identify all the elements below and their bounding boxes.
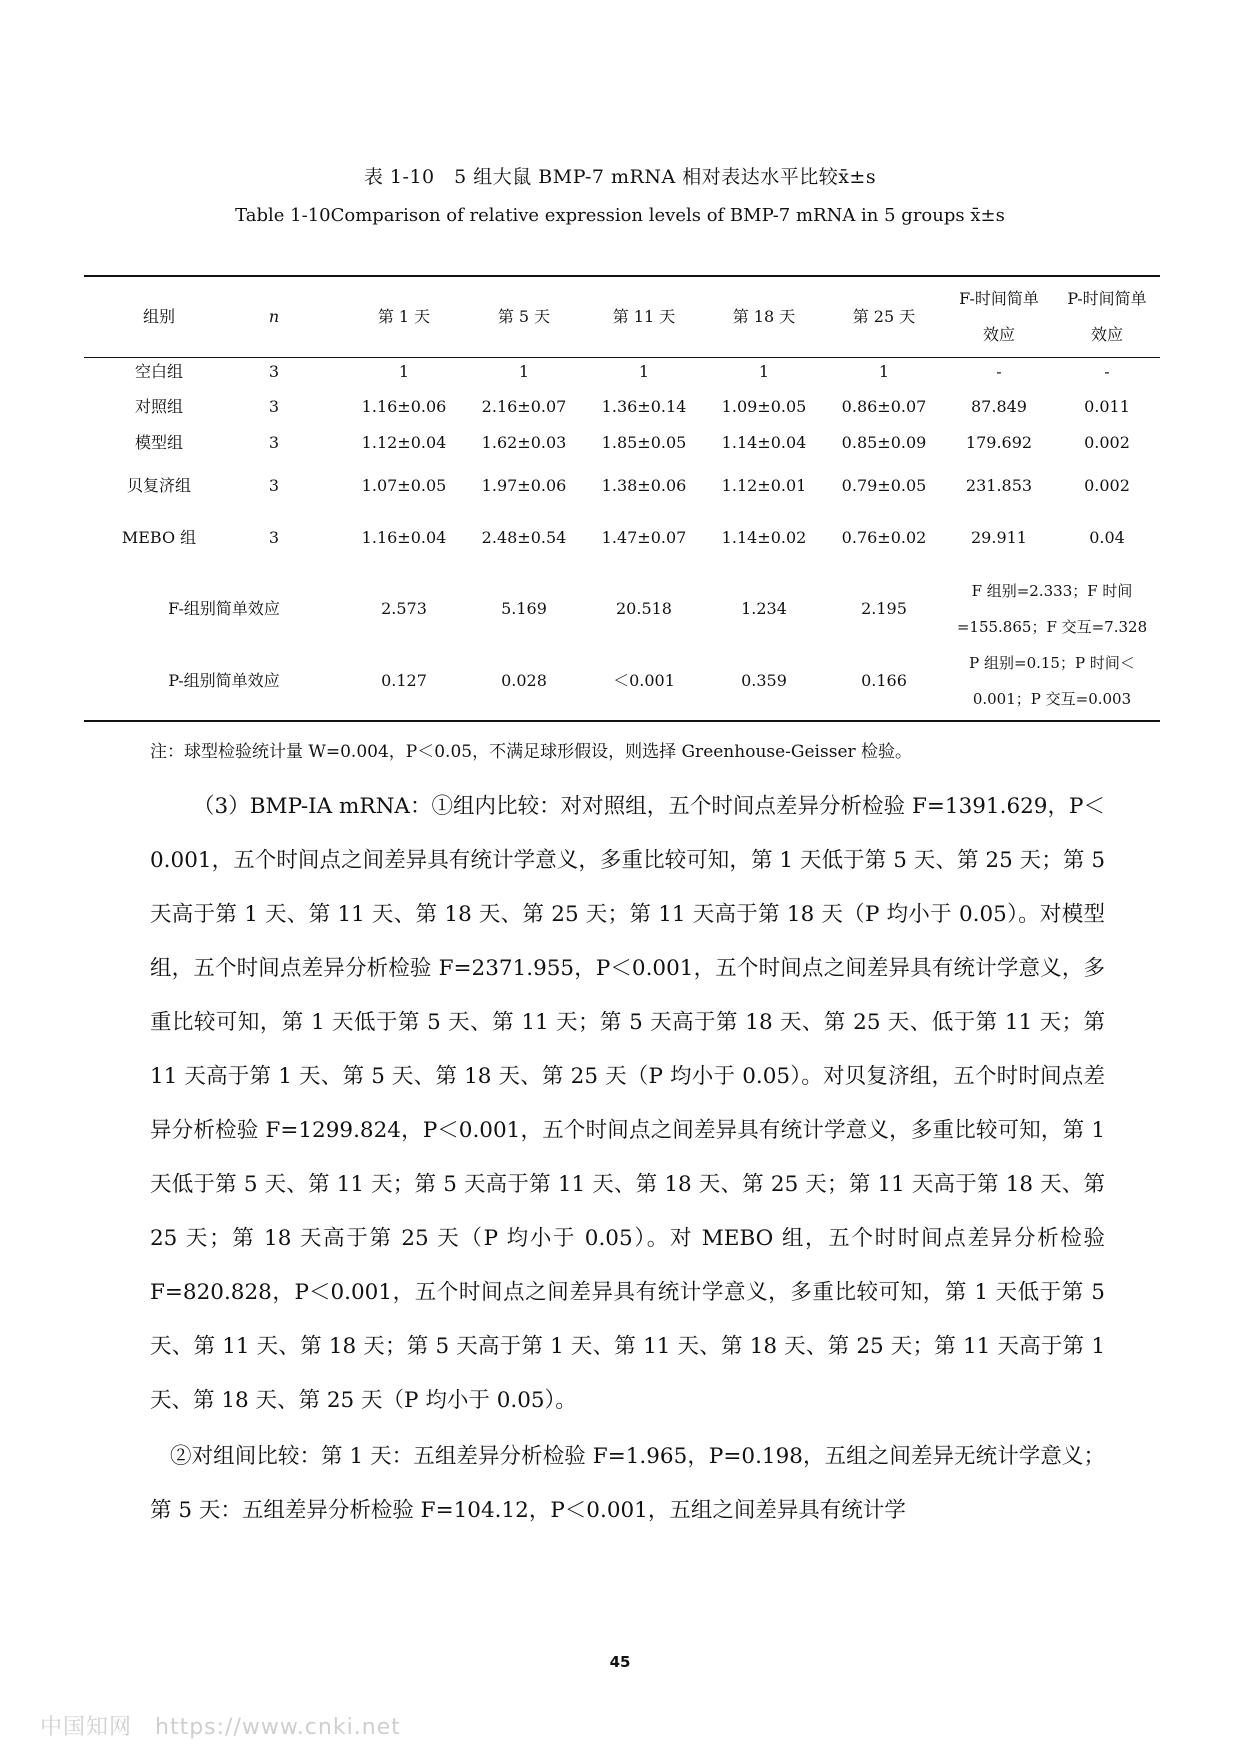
cell-day11: 1 bbox=[638, 362, 650, 381]
table-row bbox=[84, 425, 1160, 461]
cell-group: 贝复济组 bbox=[126, 476, 191, 495]
cell-n: 3 bbox=[268, 476, 280, 495]
f-summary-line1: F 组别=2.333；F 时间 bbox=[971, 582, 1133, 600]
table-note: 注：球型检验统计量 W=0.004，P＜0.05，不满足球形假设，则选择 Greenhouse-Geisser 检验。 bbox=[150, 742, 913, 762]
header-day1: 第 1 天 bbox=[377, 307, 431, 326]
page-number: 45 bbox=[609, 1653, 631, 1671]
cell-day18: 1.14±0.02 bbox=[721, 528, 807, 547]
cell-day11: 1.38±0.06 bbox=[601, 476, 687, 495]
header-p-time-line1: P-时间简单 bbox=[1067, 289, 1147, 308]
f-summary-line2: =155.865；F 交互=7.328 bbox=[956, 618, 1148, 636]
cell-group: MEBO 组 bbox=[121, 528, 197, 547]
cell-day18: 1.09±0.05 bbox=[721, 397, 807, 416]
paragraph: （3）BMP-IA mRNA：①组内比较：对对照组，五个时间点差异分析检验 F=1391.629，P＜0.001，五个时间点之间差异具有统计学意义，多重比较可知，第 1 天低于第 5 天、第 25 天；第 5 天高于第 1 天、第 11 天、第 18 天、第 25 天；第 11 天高于第 18 天（P 均小于 0.05）。对模型组，五个时间点差异分析检验 F=2371.955，P＜0.001，五个时间点之间差异具有统计学意义，多重比较可知，第 1 天低于第 5 天、第 11 天；第 5 天高于第 18 天、第 25 天、低于第 11 天；第 11 天高于第 1 天、第 5 天、第 18 天、第 25 天（P 均小于 0.05）。对贝复济组，五个时时间点差异分析检验 F=1299.824，P＜0.001，五个时间点之间差异具有统计学意义，多重比较可知，第 1 天低于第 5 天、第 11 天；第 5 天高于第 11 天、第 18 天、第 25 天；第 11 天高于第 18 天、第 25 天；第 18 天高于第 25 天（P 均小于 0.05）。对 MEBO 组，五个时时间点差异分析检验 F=820.828，P＜0.001，五个时间点之间差异具有统计学意义，多重比较可知，第 1 天低于第 5 天、第 11 天、第 18 天；第 5 天高于第 1 天、第 11 天、第 18 天、第 25 天；第 11 天高于第 1 天、第 18 天、第 25 天（P 均小于 0.05）。 bbox=[150, 794, 1105, 1413]
header-f-time-line1: F-时间简单 bbox=[959, 289, 1039, 308]
cell-day25: 1 bbox=[878, 362, 890, 381]
table-row bbox=[84, 389, 1160, 425]
cell-p-time: 0.002 bbox=[1084, 476, 1130, 495]
cell-group: 对照组 bbox=[134, 397, 183, 416]
cell-day5: 2.48±0.54 bbox=[481, 528, 567, 547]
header-day18: 第 18 天 bbox=[732, 307, 796, 326]
cell-day25: 0.86±0.07 bbox=[841, 397, 927, 416]
cell-day25: 0.79±0.05 bbox=[841, 476, 927, 495]
cell-group: 空白组 bbox=[134, 362, 183, 381]
cell-day5: 1.97±0.06 bbox=[481, 476, 567, 495]
cell-f-time: - bbox=[996, 362, 1002, 381]
p-group-day18: 0.359 bbox=[741, 671, 787, 690]
cell-day11: 1.85±0.05 bbox=[601, 433, 687, 452]
header-p-time-line2: 效应 bbox=[1090, 325, 1123, 344]
cell-day1: 1.07±0.05 bbox=[361, 476, 447, 495]
f-group-row bbox=[84, 571, 1160, 647]
cell-p-time: 0.011 bbox=[1084, 397, 1130, 416]
cell-day25: 0.76±0.02 bbox=[841, 528, 927, 547]
f-group-label: F-组别简单效应 bbox=[168, 599, 280, 618]
cell-f-time: 87.849 bbox=[971, 397, 1027, 416]
cell-n: 3 bbox=[268, 362, 280, 381]
cell-n: 3 bbox=[268, 433, 280, 452]
table-row bbox=[84, 463, 1160, 509]
cell-p-time: 0.04 bbox=[1089, 528, 1125, 547]
cell-p-time: - bbox=[1104, 362, 1110, 381]
cell-n: 3 bbox=[268, 397, 280, 416]
header-f-time-line2: 效应 bbox=[982, 325, 1015, 344]
p-group-day25: 0.166 bbox=[861, 671, 907, 690]
p-group-label: P-组别简单效应 bbox=[168, 671, 280, 690]
p-group-day1: 0.127 bbox=[381, 671, 427, 690]
cell-day1: 1.12±0.04 bbox=[361, 433, 447, 452]
cell-day11: 1.47±0.07 bbox=[601, 528, 687, 547]
p-summary bbox=[944, 645, 1160, 717]
body-text bbox=[150, 780, 1105, 1538]
table-row bbox=[84, 513, 1160, 563]
cell-day1: 1.16±0.06 bbox=[361, 397, 447, 416]
cell-day25: 0.85±0.09 bbox=[841, 433, 927, 452]
f-group-day1: 2.573 bbox=[381, 599, 427, 618]
cell-p-time: 0.002 bbox=[1084, 433, 1130, 452]
cell-group: 模型组 bbox=[134, 433, 183, 452]
cell-f-time: 179.692 bbox=[965, 433, 1033, 452]
header-day25: 第 25 天 bbox=[852, 307, 916, 326]
header-day5: 第 5 天 bbox=[497, 307, 551, 326]
cell-day5: 1 bbox=[518, 362, 530, 381]
f-group-day11: 20.518 bbox=[616, 599, 672, 618]
f-group-day25: 2.195 bbox=[861, 599, 907, 618]
cell-day18: 1.12±0.01 bbox=[721, 476, 807, 495]
table-caption-en: Table 1-10Comparison of relative expression levels of BMP-7 mRNA in 5 groups x̄±s bbox=[235, 205, 1005, 226]
p-group-day5: 0.028 bbox=[501, 671, 547, 690]
cell-f-time: 29.911 bbox=[971, 528, 1027, 547]
p-summary-line2: 0.001；P 交互=0.003 bbox=[972, 690, 1132, 708]
cell-day11: 1.36±0.14 bbox=[601, 397, 687, 416]
cell-day18: 1 bbox=[758, 362, 770, 381]
f-group-day5: 5.169 bbox=[501, 599, 547, 618]
cell-n: 3 bbox=[268, 528, 280, 547]
header-group: 组别 bbox=[142, 307, 175, 326]
cell-f-time: 231.853 bbox=[965, 476, 1033, 495]
header-n: n bbox=[268, 307, 280, 326]
p-summary-line1: P 组别=0.15；P 时间＜ bbox=[969, 654, 1135, 672]
p-group-row bbox=[84, 645, 1160, 717]
cell-day18: 1.14±0.04 bbox=[721, 433, 807, 452]
data-table-body bbox=[84, 275, 1160, 718]
cell-day1: 1.16±0.04 bbox=[361, 528, 447, 547]
p-group-day11: ＜0.001 bbox=[613, 671, 675, 690]
header-day11: 第 11 天 bbox=[612, 307, 676, 326]
f-group-day18: 1.234 bbox=[741, 599, 787, 618]
paragraph: ②对组间比较：第 1 天：五组差异分析检验 F=1.965，P=0.198，五组之间差异无统计学意义；第 5 天：五组差异分析检验 F=104.12，P＜0.001，五组之间差异具有统计学 bbox=[150, 1444, 1105, 1523]
cell-day5: 2.16±0.07 bbox=[481, 397, 567, 416]
table-caption-cn: 表 1-10 5 组大鼠 BMP-7 mRNA 相对表达水平比较x̄±s bbox=[363, 166, 877, 188]
cnki-watermark: 中国知网 https://www.cnki.net bbox=[40, 1715, 401, 1740]
cell-day5: 1.62±0.03 bbox=[481, 433, 567, 452]
table-row bbox=[84, 355, 1160, 389]
cell-day1: 1 bbox=[398, 362, 410, 381]
f-summary bbox=[944, 571, 1160, 647]
